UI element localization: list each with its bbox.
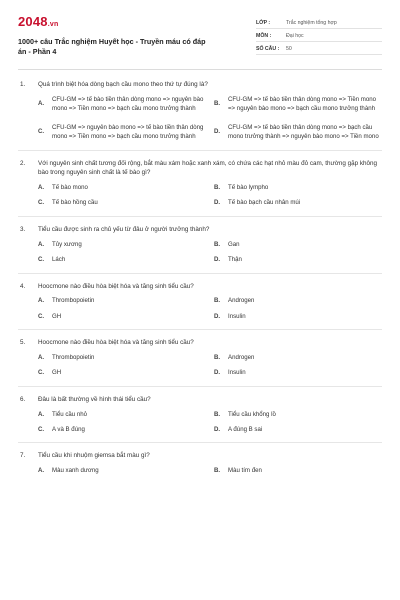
option-text: A và B đúng xyxy=(52,425,85,433)
question-number: 2. xyxy=(20,159,26,167)
question-text: Đâu là bất thường về hình thái tiểu cầu? xyxy=(38,395,151,403)
option-letter: B. xyxy=(214,297,221,305)
option-grid xyxy=(20,95,380,142)
meta-key: SỐ CÂU : xyxy=(256,46,280,52)
option-letter: B. xyxy=(214,240,221,248)
question-header xyxy=(20,80,380,90)
option-text: Gan xyxy=(228,240,240,248)
question-2 xyxy=(18,159,382,217)
option-letter: B. xyxy=(214,410,221,418)
option-letter: C. xyxy=(38,199,45,207)
question-text: Quá trình biệt hóa dòng bạch cầu mono theo thứ tự đúng là? xyxy=(38,81,208,88)
meta-row-subject xyxy=(256,29,382,42)
option-letter: D. xyxy=(214,128,221,136)
question-text: Với nguyên sinh chất tương đối rộng, bắt màu xám hoặc xanh xám, có chứa các hạt nhỏ màu đỏ cam, thường gặp không bào trong nguyên sinh chất là tế bào gì? xyxy=(38,159,378,177)
option-c[interactable] xyxy=(38,312,204,321)
option-grid xyxy=(20,466,380,475)
meta-key: MÔN : xyxy=(256,33,272,39)
question-header xyxy=(20,282,380,292)
meta-key: LỚP : xyxy=(256,20,271,26)
option-letter: A. xyxy=(38,240,45,248)
option-letter: B. xyxy=(214,353,221,361)
option-letter: B. xyxy=(214,184,221,191)
meta-value: Trắc nghiệm tổng hợp xyxy=(286,20,337,26)
option-text: Tế bào hồng cầu xyxy=(52,199,98,207)
option-d[interactable] xyxy=(214,198,380,207)
option-text: Thận xyxy=(228,256,242,264)
question-number: 3. xyxy=(20,225,26,233)
meta-value: Đại học xyxy=(286,33,304,39)
question-header xyxy=(20,451,380,461)
option-letter: C. xyxy=(38,425,45,433)
option-b[interactable] xyxy=(214,296,380,305)
option-grid xyxy=(20,296,380,321)
option-letter: B. xyxy=(214,467,221,475)
option-text: Thrombopoietin xyxy=(52,353,95,361)
option-text: Tủy xương xyxy=(52,240,82,248)
option-a[interactable] xyxy=(38,95,204,114)
option-a[interactable] xyxy=(38,466,204,475)
logo-suffix: .vn xyxy=(47,21,59,28)
question-5 xyxy=(18,338,382,387)
option-letter: D. xyxy=(214,425,221,433)
meta-value: 50 xyxy=(286,46,292,52)
option-a[interactable] xyxy=(38,240,204,249)
question-number: 4. xyxy=(20,282,26,290)
option-letter: D. xyxy=(214,369,221,377)
option-letter: D. xyxy=(214,312,221,320)
logo-main: 2048 xyxy=(18,14,48,29)
document-meta xyxy=(256,16,382,69)
option-d[interactable] xyxy=(214,368,380,377)
question-list xyxy=(18,70,382,484)
question-number: 5. xyxy=(20,339,26,347)
option-text: Androgen xyxy=(228,297,255,305)
question-4 xyxy=(18,282,382,331)
option-letter: C. xyxy=(38,369,45,377)
question-header xyxy=(20,395,380,405)
option-letter: B. xyxy=(214,100,221,108)
option-b[interactable] xyxy=(214,466,380,475)
question-number: 1. xyxy=(20,81,26,88)
option-text: CFU-GM => tế bào tiền thân dòng mono => bạch cầu mono trưởng thành => nguyên bào mono => Tiền mono xyxy=(228,123,379,141)
brand-block xyxy=(18,14,208,69)
option-d[interactable] xyxy=(214,255,380,264)
document-header xyxy=(18,0,382,70)
option-letter: D. xyxy=(214,256,221,264)
option-c[interactable] xyxy=(38,425,204,434)
option-b[interactable] xyxy=(214,183,380,192)
option-b[interactable] xyxy=(214,95,380,114)
question-header xyxy=(20,159,380,179)
option-letter: A. xyxy=(38,100,45,108)
option-letter: C. xyxy=(38,128,45,136)
meta-row-class xyxy=(256,16,382,29)
option-c[interactable] xyxy=(38,198,204,207)
option-text: Tế bào mono xyxy=(52,184,88,191)
option-text: Lách xyxy=(52,256,66,264)
option-text: Màu xanh dương xyxy=(52,467,99,475)
question-header xyxy=(20,225,380,235)
option-text: Tế bào bạch cầu nhân múi xyxy=(228,199,301,207)
question-1 xyxy=(18,80,382,151)
option-d[interactable] xyxy=(214,123,380,142)
option-letter: A. xyxy=(38,297,45,305)
option-letter: A. xyxy=(38,467,45,475)
option-c[interactable] xyxy=(38,255,204,264)
option-text: Tiểu cầu khổng lồ xyxy=(228,410,276,418)
question-6 xyxy=(18,395,382,444)
option-a[interactable] xyxy=(38,410,204,419)
option-letter: D. xyxy=(214,199,221,207)
question-number: 6. xyxy=(20,395,26,403)
option-text: A đúng B sai xyxy=(228,425,263,433)
question-text: Tiểu cầu khi nhuộm giemsa bắt màu gì? xyxy=(38,452,150,460)
option-text: Tế bào lympho xyxy=(228,184,269,191)
option-letter: C. xyxy=(38,256,45,264)
option-a[interactable] xyxy=(38,353,204,362)
option-d[interactable] xyxy=(214,312,380,321)
option-b[interactable] xyxy=(214,240,380,249)
option-text: GH xyxy=(52,369,62,377)
option-text: CFU-GM => tế bào tiền thân dòng mono => nguyên bào mono => Tiền mono => bạch cầu mono trưởng thành xyxy=(52,95,204,113)
option-a[interactable] xyxy=(38,183,204,192)
option-grid xyxy=(20,410,380,435)
option-grid xyxy=(20,240,380,265)
option-text: Tiểu cầu nhỏ xyxy=(52,410,88,418)
option-letter: C. xyxy=(38,312,45,320)
question-number: 7. xyxy=(20,452,26,460)
option-text: Màu tím đen xyxy=(228,467,262,475)
question-text: Hoocmone nào điều hòa biệt hóa và tăng sinh tiểu cầu? xyxy=(38,282,194,290)
option-b[interactable] xyxy=(214,410,380,419)
question-text: Tiểu cầu được sinh ra chủ yếu từ đâu ở người trưởng thành? xyxy=(38,225,210,233)
option-c[interactable] xyxy=(38,123,204,142)
question-7 xyxy=(18,451,382,483)
option-letter: A. xyxy=(38,410,45,418)
option-a[interactable] xyxy=(38,296,204,305)
option-c[interactable] xyxy=(38,368,204,377)
option-letter: A. xyxy=(38,353,45,361)
option-text: Insulin xyxy=(228,312,246,320)
site-logo[interactable] xyxy=(18,14,208,29)
option-text: Insulin xyxy=(228,369,246,377)
option-d[interactable] xyxy=(214,425,380,434)
meta-row-count xyxy=(256,42,382,55)
option-text: CFU-GM => tế bào tiền thân dòng mono => Tiền mono => nguyên bào mono => bạch cầu mono trưởng thành xyxy=(228,95,377,113)
option-text: Thrombopoietin xyxy=(52,297,95,305)
option-letter: A. xyxy=(38,184,45,191)
document-title: 1000+ câu Trắc nghiệm Huyết học - Truyền máu có đáp án - Phần 4 xyxy=(18,37,206,57)
option-text: Androgen xyxy=(228,353,255,361)
question-header xyxy=(20,338,380,348)
option-text: GH xyxy=(52,312,62,320)
question-3 xyxy=(18,225,382,274)
question-text: Hoocmone nào điều hòa biệt hóa và tăng sinh tiểu cầu? xyxy=(38,339,194,347)
option-grid xyxy=(20,353,380,378)
option-text: CFU-GM => nguyên bào mono => tế bào tiền thân dòng mono => Tiền mono => bạch cầu mono trưởng thành xyxy=(52,123,204,141)
option-b[interactable] xyxy=(214,353,380,362)
option-grid xyxy=(20,183,380,208)
